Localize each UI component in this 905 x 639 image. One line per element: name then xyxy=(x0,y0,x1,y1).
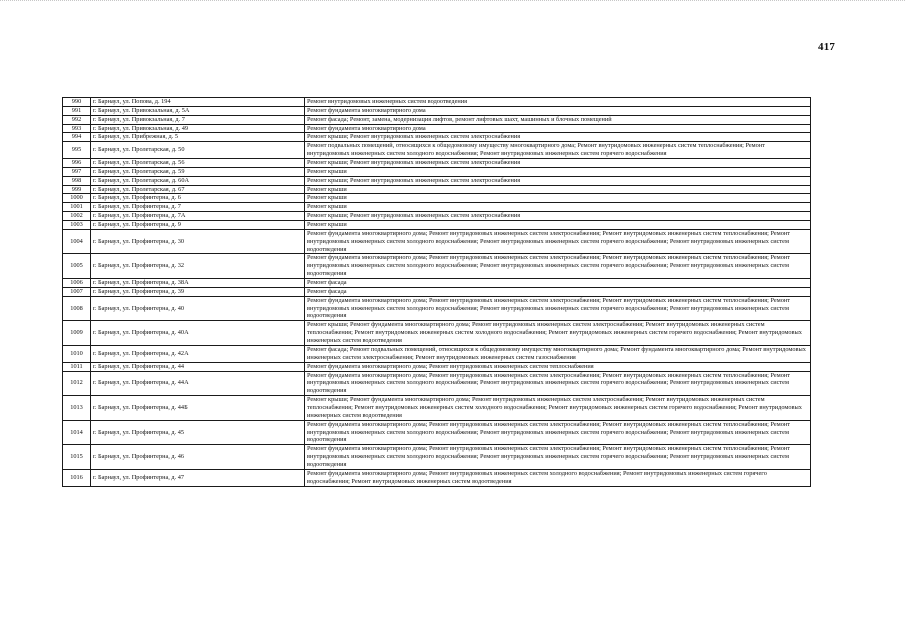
table-row xyxy=(63,98,811,107)
repair-works-cell: Ремонт крыши; Ремонт внутридомовых инженерных систем электроснабжения xyxy=(305,133,811,142)
repair-registry-table xyxy=(62,97,811,487)
repair-works-cell: Ремонт фундамента многоквартирного дома; Ремонт внутридомовых инженерных систем электроснабжения; Ремонт внутридомовых инженерных систем теплоснабжения; Ремонт внутридомовых инженерных систем холодного водоснабжения; Ремонт внутридомовых инженерных систем горячего водоснабжения; Ремонт внутридомовых инженерных систем водоотведения xyxy=(305,445,811,470)
table-row xyxy=(63,185,811,194)
table-row xyxy=(63,176,811,185)
row-number-cell: 992 xyxy=(63,115,91,124)
address-cell: г. Барнаул, ул. Профинтерна, д. 40А xyxy=(91,321,305,346)
scan-top-edge xyxy=(0,0,905,7)
table-row xyxy=(63,362,811,371)
repair-works-cell: Ремонт фундамента многоквартирного дома xyxy=(305,106,811,115)
row-number-cell: 998 xyxy=(63,176,91,185)
address-cell: г. Барнаул, ул. Пролетарская, д. 59 xyxy=(91,167,305,176)
repair-works-cell: Ремонт крыши xyxy=(305,203,811,212)
address-cell: г. Барнаул, ул. Профинтерна, д. 40 xyxy=(91,296,305,321)
row-number-cell: 1008 xyxy=(63,296,91,321)
address-cell: г. Барнаул, ул. Пролетарская, д. 50 xyxy=(91,142,305,159)
table-row xyxy=(63,212,811,221)
registry-table-body xyxy=(63,98,811,487)
repair-works-cell: Ремонт крыши xyxy=(305,221,811,230)
table-row xyxy=(63,279,811,288)
table-row xyxy=(63,203,811,212)
table-row xyxy=(63,221,811,230)
table-row xyxy=(63,142,811,159)
row-number-cell: 1014 xyxy=(63,420,91,445)
row-number-cell: 995 xyxy=(63,142,91,159)
address-cell: г. Барнаул, ул. Профинтерна, д. 44 xyxy=(91,362,305,371)
repair-works-cell: Ремонт подвальных помещений, относящихся к общедомовому имуществу многоквартирного дома; Ремонт внутридомовых инженерных систем теплоснабжения; Ремонт внутридомовых инженерных систем холодного водоснабжения; Ремонт внутридомовых инженерных систем горячего водоснабжения xyxy=(305,142,811,159)
row-number-cell: 1005 xyxy=(63,254,91,279)
table-row xyxy=(63,287,811,296)
row-number-cell: 993 xyxy=(63,124,91,133)
address-cell: г. Барнаул, ул. Профинтерна, д. 39 xyxy=(91,287,305,296)
repair-works-cell: Ремонт фундамента многоквартирного дома; Ремонт внутридомовых инженерных систем электроснабжения; Ремонт внутридомовых инженерных систем теплоснабжения; Ремонт внутридомовых инженерных систем холодного водоснабжения; Ремонт внутридомовых инженерных систем горячего водоснабжения; Ремонт внутридомовых инженерных систем водоотведения xyxy=(305,296,811,321)
table-row xyxy=(63,254,811,279)
address-cell: г. Барнаул, ул. Попова, д. 194 xyxy=(91,98,305,107)
address-cell: г. Барнаул, ул. Пролетарская, д. 67 xyxy=(91,185,305,194)
row-number-cell: 1009 xyxy=(63,321,91,346)
row-number-cell: 999 xyxy=(63,185,91,194)
address-cell: г. Барнаул, ул. Профинтерна, д. 44Б xyxy=(91,396,305,421)
row-number-cell: 1003 xyxy=(63,221,91,230)
repair-works-cell: Ремонт фасада xyxy=(305,279,811,288)
repair-works-cell: Ремонт внутридомовых инженерных систем водоотведения xyxy=(305,98,811,107)
address-cell: г. Барнаул, ул. Профинтерна, д. 7 xyxy=(91,203,305,212)
repair-works-cell: Ремонт крыши xyxy=(305,185,811,194)
row-number-cell: 1015 xyxy=(63,445,91,470)
table-row xyxy=(63,445,811,470)
table-row xyxy=(63,115,811,124)
table-row xyxy=(63,371,811,396)
row-number-cell: 1012 xyxy=(63,371,91,396)
repair-works-cell: Ремонт крыши; Ремонт внутридомовых инженерных систем электроснабжения xyxy=(305,159,811,168)
address-cell: г. Барнаул, ул. Профинтерна, д. 9 xyxy=(91,221,305,230)
table-row xyxy=(63,124,811,133)
repair-works-cell: Ремонт фундамента многоквартирного дома; Ремонт внутридомовых инженерных систем теплоснабжения xyxy=(305,362,811,371)
table-row xyxy=(63,229,811,254)
address-cell: г. Барнаул, ул. Привокзальная, д. 49 xyxy=(91,124,305,133)
row-number-cell: 996 xyxy=(63,159,91,168)
repair-works-cell: Ремонт крыши; Ремонт внутридомовых инженерных систем электроснабжения xyxy=(305,212,811,221)
table-row xyxy=(63,167,811,176)
row-number-cell: 991 xyxy=(63,106,91,115)
repair-works-cell: Ремонт фундамента многоквартирного дома; Ремонт внутридомовых инженерных систем электроснабжения; Ремонт внутридомовых инженерных систем теплоснабжения; Ремонт внутридомовых инженерных систем холодного водоснабжения; Ремонт внутридомовых инженерных систем горячего водоснабжения; Ремонт внутридомовых инженерных систем водоотведения xyxy=(305,371,811,396)
address-cell: г. Барнаул, ул. Профинтерна, д. 32 xyxy=(91,254,305,279)
repair-works-cell: Ремонт крыши; Ремонт внутридомовых инженерных систем электроснабжения xyxy=(305,176,811,185)
row-number-cell: 1007 xyxy=(63,287,91,296)
table-row xyxy=(63,106,811,115)
address-cell: г. Барнаул, ул. Профинтерна, д. 38А xyxy=(91,279,305,288)
table-row xyxy=(63,345,811,362)
row-number-cell: 1001 xyxy=(63,203,91,212)
address-cell: г. Барнаул, ул. Прибрежная, д. 5 xyxy=(91,133,305,142)
table-row xyxy=(63,469,811,486)
repair-works-cell: Ремонт фундамента многоквартирного дома xyxy=(305,124,811,133)
repair-works-cell: Ремонт фундамента многоквартирного дома; Ремонт внутридомовых инженерных систем холодного водоснабжения; Ремонт внутридомовых инженерных систем горячего водоснабжения; Ремонт внутридомовых инженерных систем водоотведения xyxy=(305,469,811,486)
repair-works-cell: Ремонт фасада; Ремонт, замена, модернизация лифтов, ремонт лифтовых шахт, машинных и блочных помещений xyxy=(305,115,811,124)
address-cell: г. Барнаул, ул. Пролетарская, д. 56 xyxy=(91,159,305,168)
repair-works-cell: Ремонт фундамента многоквартирного дома; Ремонт внутридомовых инженерных систем электроснабжения; Ремонт внутридомовых инженерных систем теплоснабжения; Ремонт внутридомовых инженерных систем холодного водоснабжения; Ремонт внутридомовых инженерных систем горячего водоснабжения; Ремонт внутридомовых инженерных систем водоотведения xyxy=(305,420,811,445)
row-number-cell: 1004 xyxy=(63,229,91,254)
repair-works-cell: Ремонт фундамента многоквартирного дома; Ремонт внутридомовых инженерных систем электроснабжения; Ремонт внутридомовых инженерных систем теплоснабжения; Ремонт внутридомовых инженерных систем холодного водоснабжения; Ремонт внутридомовых инженерных систем горячего водоснабжения; Ремонт внутридомовых инженерных систем водоотведения xyxy=(305,254,811,279)
repair-works-cell: Ремонт крыши; Ремонт фундамента многоквартирного дома; Ремонт внутридомовых инженерных систем электроснабжения; Ремонт внутридомовых инженерных систем теплоснабжения; Ремонт внутридомовых инженерных систем холодного водоснабжения; Ремонт внутридомовых инженерных систем горячего водоснабжения; Ремонт внутридомовых инженерных систем водоотведения xyxy=(305,321,811,346)
address-cell: г. Барнаул, ул. Пролетарская, д. 60А xyxy=(91,176,305,185)
address-cell: г. Барнаул, ул. Профинтерна, д. 45 xyxy=(91,420,305,445)
address-cell: г. Барнаул, ул. Профинтерна, д. 30 xyxy=(91,229,305,254)
table-row xyxy=(63,396,811,421)
row-number-cell: 1013 xyxy=(63,396,91,421)
row-number-cell: 1016 xyxy=(63,469,91,486)
row-number-cell: 1011 xyxy=(63,362,91,371)
row-number-cell: 1002 xyxy=(63,212,91,221)
repair-works-cell: Ремонт крыши xyxy=(305,167,811,176)
repair-works-cell: Ремонт крыши xyxy=(305,194,811,203)
row-number-cell: 1006 xyxy=(63,279,91,288)
repair-works-cell: Ремонт фундамента многоквартирного дома; Ремонт внутридомовых инженерных систем электроснабжения; Ремонт внутридомовых инженерных систем теплоснабжения; Ремонт внутридомовых инженерных систем холодного водоснабжения; Ремонт внутридомовых инженерных систем горячего водоснабжения; Ремонт внутридомовых инженерных систем водоотведения xyxy=(305,229,811,254)
repair-works-cell: Ремонт фасада xyxy=(305,287,811,296)
table-row xyxy=(63,133,811,142)
address-cell: г. Барнаул, ул. Профинтерна, д. 44А xyxy=(91,371,305,396)
address-cell: г. Барнаул, ул. Профинтерна, д. 46 xyxy=(91,445,305,470)
repair-works-cell: Ремонт крыши; Ремонт фундамента многоквартирного дома; Ремонт внутридомовых инженерных систем электроснабжения; Ремонт внутридомовых инженерных систем теплоснабжения; Ремонт внутридомовых инженерных систем холодного водоснабжения; Ремонт внутридомовых инженерных систем горячего водоснабжения; Ремонт внутридомовых инженерных систем водоотведения xyxy=(305,396,811,421)
row-number-cell: 1010 xyxy=(63,345,91,362)
table-row xyxy=(63,159,811,168)
row-number-cell: 994 xyxy=(63,133,91,142)
address-cell: г. Барнаул, ул. Профинтерна, д. 6 xyxy=(91,194,305,203)
row-number-cell: 990 xyxy=(63,98,91,107)
repair-works-cell: Ремонт фасада; Ремонт подвальных помещений, относящихся к общедомовому имуществу многоквартирного дома; Ремонт фундамента многоквартирного дома; Ремонт внутридомовых инженерных систем электроснабжения; Ремонт внутридомовых инженерных систем газоснабжения xyxy=(305,345,811,362)
address-cell: г. Барнаул, ул. Профинтерна, д. 47 xyxy=(91,469,305,486)
table-row xyxy=(63,194,811,203)
row-number-cell: 1000 xyxy=(63,194,91,203)
row-number-cell: 997 xyxy=(63,167,91,176)
table-row xyxy=(63,420,811,445)
table-row xyxy=(63,321,811,346)
table-row xyxy=(63,296,811,321)
address-cell: г. Барнаул, ул. Привокзальная, д. 5А xyxy=(91,106,305,115)
address-cell: г. Барнаул, ул. Профинтерна, д. 7А xyxy=(91,212,305,221)
page-number: 417 xyxy=(818,41,836,53)
address-cell: г. Барнаул, ул. Профинтерна, д. 42А xyxy=(91,345,305,362)
address-cell: г. Барнаул, ул. Привокзальная, д. 7 xyxy=(91,115,305,124)
